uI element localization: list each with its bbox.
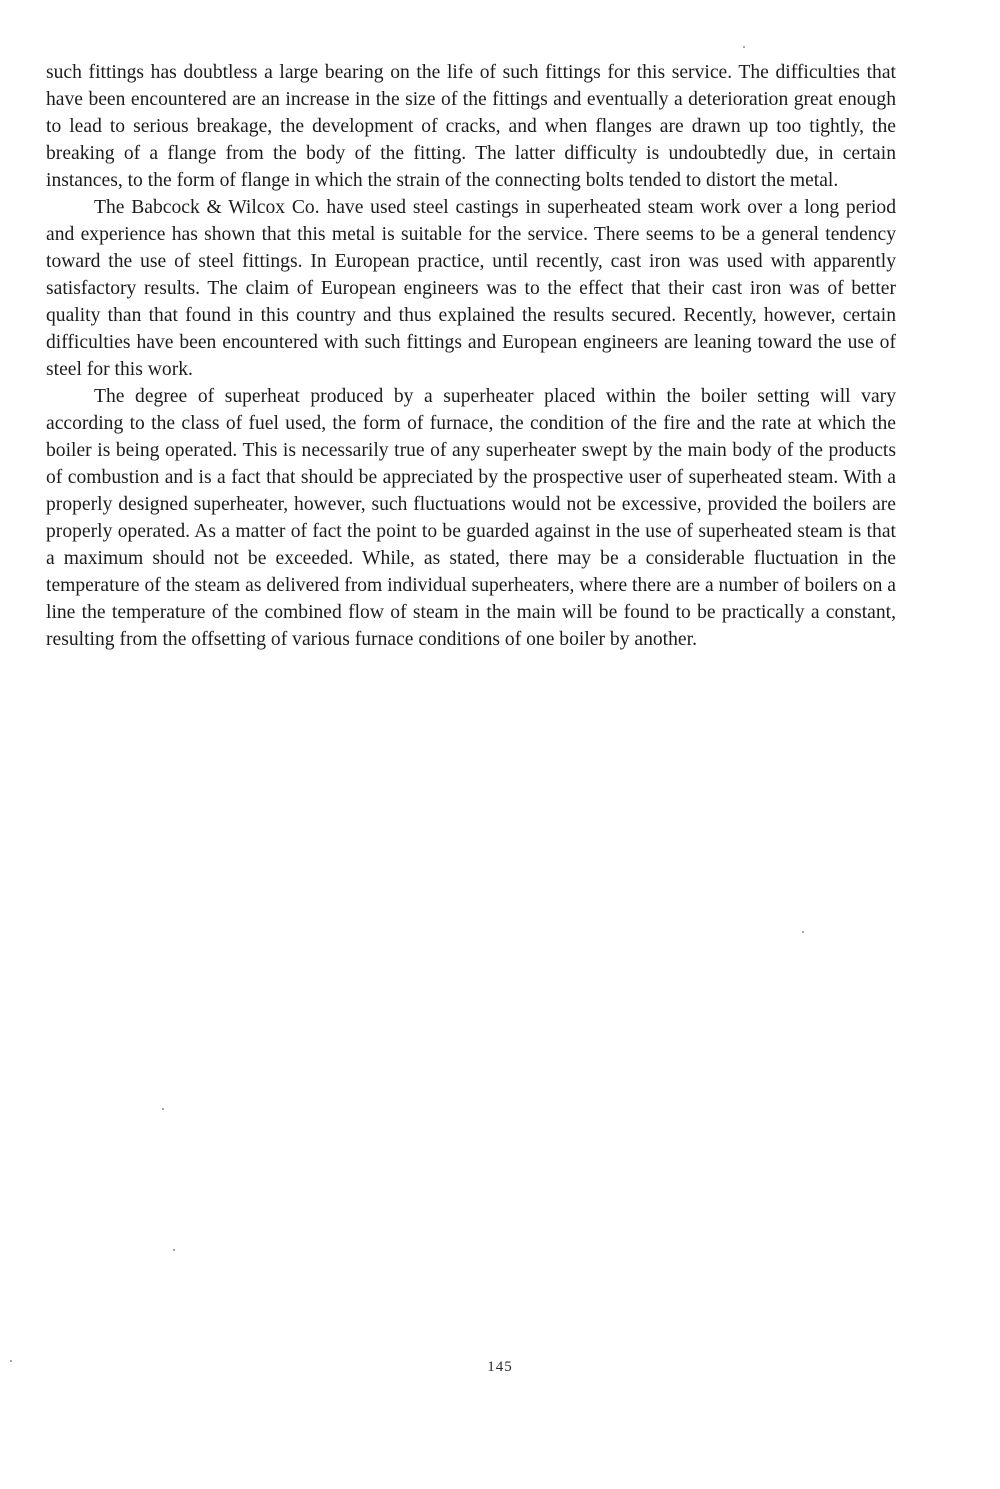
scan-speck [162, 1108, 164, 1110]
scan-speck [10, 1360, 12, 1362]
scan-speck [173, 1249, 175, 1251]
page-number: 145 [487, 1359, 513, 1375]
scan-speck [743, 46, 745, 48]
paragraph-continuation: such fittings has doubtless a large bearing on the life of such fittings for this service. The difficulties that have been encountered are an increase in the size of the fittings and eventually a deterioration great enough to lead to serious breakage, the development of cracks, and when flanges are drawn up too tightly, the breaking of a flange from the body of the fitting. The latter difficulty is undoubtedly due, in certain instances, to the form of flange in which the strain of the connecting bolts tended to distort the metal. [46, 62, 896, 191]
body-text [46, 59, 896, 653]
paragraph-steel-castings: The Babcock & Wilcox Co. have used steel castings in superheated steam work over a long period and experience has shown that this metal is suitable for the service. There seems to be a general tendency toward the use of steel fittings. In European practice, until recently, cast iron was used with apparently satisfactory results. The claim of European engineers was to the effect that their cast iron was of better quality than that found in this country and thus explained the results secured. Recently, however, certain difficulties have been encountered with such fittings and European engineers are leaning toward the use of steel for this work. [46, 197, 896, 380]
paragraph-degree-of-superheat: The degree of superheat produced by a superheater placed within the boiler setting will vary according to the class of fuel used, the form of furnace, the condition of the fire and the rate at which the boiler is being operated. This is necessarily true of any superheater swept by the main body of the products of combustion and is a fact that should be appreciated by the prospective user of superheated steam. With a properly designed superheater, however, such fluctuations would not be excessive, provided the boilers are properly operated. As a matter of fact the point to be guarded against in the use of superheated steam is that a maximum should not be exceeded. While, as stated, there may be a considerable fluctuation in the temperature of the steam as delivered from individual superheaters, where there are a number of boilers on a line the temperature of the combined flow of steam in the main will be found to be practically a constant, resulting from the offsetting of various furnace conditions of one boiler by another. [46, 386, 896, 650]
scan-speck [802, 931, 804, 933]
